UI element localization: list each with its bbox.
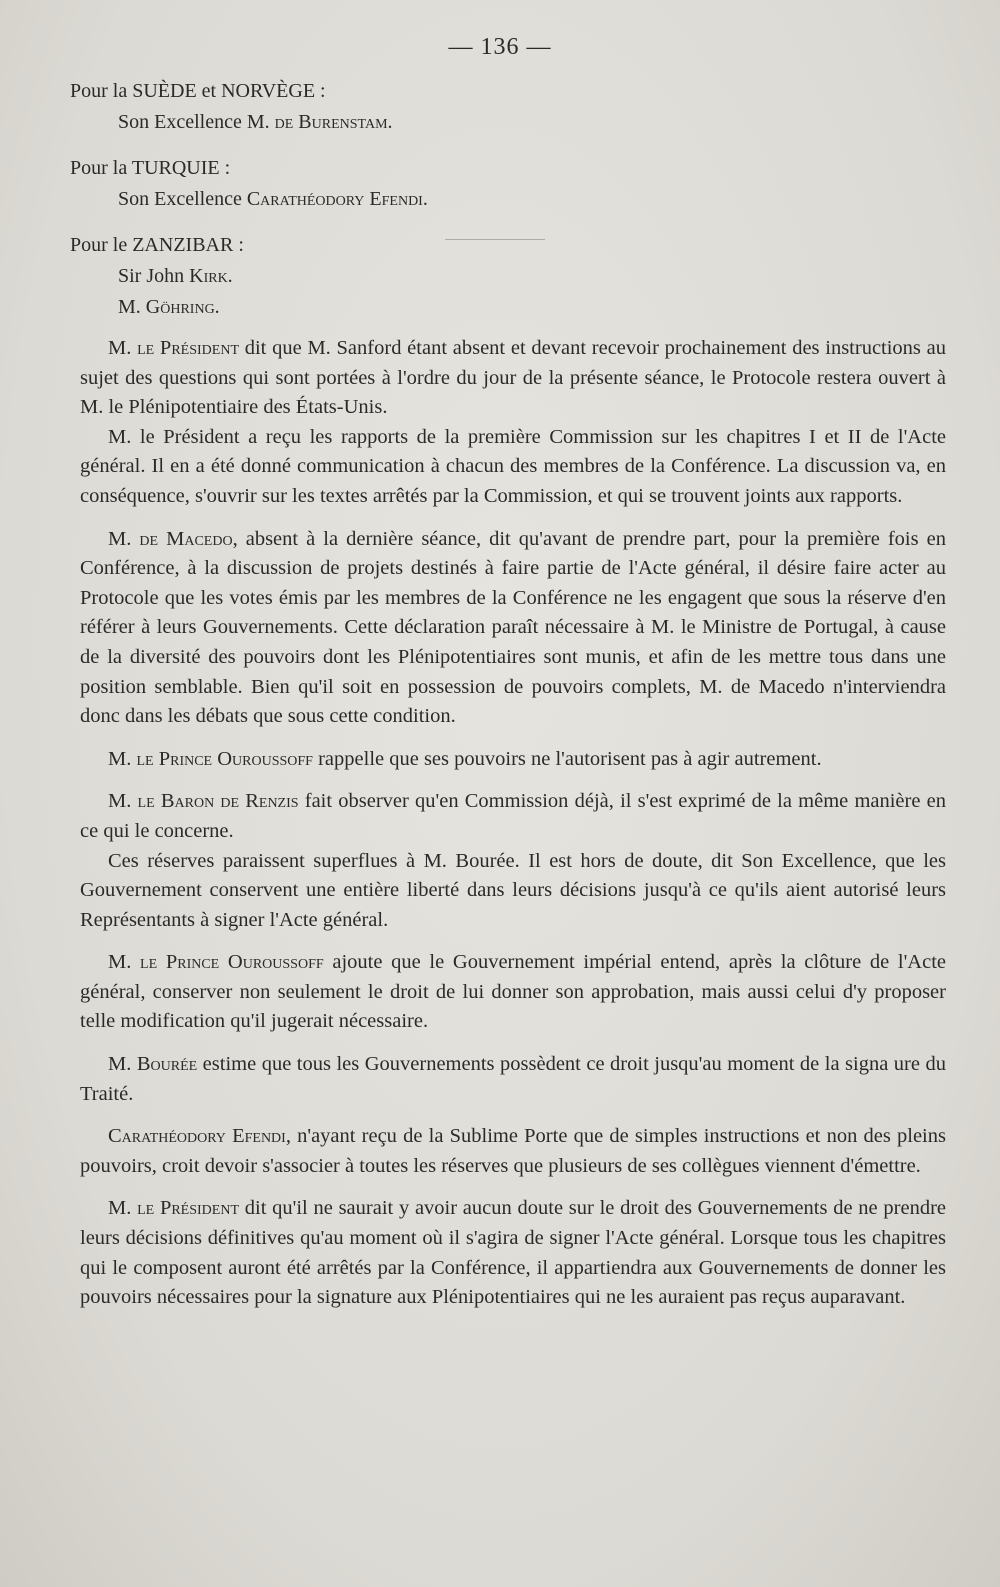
paragraph-text: M. le Président a reçu les rapports de la première Commission sur les chapitres I et II de l'Acte général. Il en a été donné communication à chacun des membres de la Conférence. La discussion va, en conséquence, s'ouvrir sur les textes arrêtés par la Commission, et qui se trouvent joints aux rapports. [80, 425, 946, 507]
paragraph-text: Ces réserves paraissent superflues à M. Bourée. Il est hors de doute, dit Son Excellence, que les Gouvernement conservent une entière liberté dans leurs décisions jusqu'à ce qu'ils aient autorisé leurs Représentants à signer l'Acte général. [80, 849, 946, 931]
representative-prefix: M. [118, 296, 146, 318]
paragraph [80, 423, 946, 512]
representative-name: Göhring. [145, 296, 220, 318]
delegation-zanzibar [70, 230, 670, 323]
representative-name: Carathéodory Efendi. [246, 188, 428, 210]
paragraph-text: , absent à la dernière séance, dit qu'avant de prendre part, pour la première fois en Conférence, à la discussion de projets destinés à faire partie de l'Acte général, il désire faire acter au Protocole que les votes émis par les membres de la Conférence ne les engagent que sous la réserve d'en référer à leurs Gouvernements. Cette déclaration paraît nécessaire à M. le Ministre de Portugal, à cause de la diversité des pouvoirs dont les Plénipotentiaires sont munis, et afin de les mettre tous dans une position semblable. Bien qu'il soit en possession de pouvoirs complets, M. de Macedo n'interviendra donc dans les débats que sous cette condition. [80, 527, 946, 728]
paragraph-text: rappelle que ses pouvoirs ne l'autorisent pas à agir autrement. [312, 747, 822, 770]
paragraph-text: dit qu'il ne saurait y avoir aucun doute sur le droit des Gouvernements de ne prendre leurs décisions définitives qu'au moment où il s'agira de signer l'Acte général. Lorsque tous les chapitres qui le composent auront été arrêtés par la Conférence, il appartiendra aux Gouvernements de donner les pouvoirs nécessaires pour la signature aux Plénipotentiaires qui ne les auraient pas reçus auparavant. [80, 1197, 946, 1309]
representative [118, 292, 670, 323]
paragraph [80, 847, 946, 936]
delegation-turkey [70, 153, 670, 215]
paragraph [80, 334, 946, 423]
country-label: Pour la TURQUIE : [70, 157, 231, 179]
representative-prefix: Son Excellence [118, 188, 247, 210]
speaker-name: M. Bourée [108, 1053, 198, 1076]
paragraph [80, 1122, 946, 1181]
speaker-name: M. le Prince Ouroussoff [108, 747, 313, 770]
delegation-sweden-norway [70, 76, 670, 138]
paragraph-text: dit que M. Sanford étant absent et devant recevoir prochainement des instructions au sujet des questions qui sont portées à l'ordre du jour de la présente séance, le Protocole restera ouvert à M. le Plénipotentiaire des États-Unis. [80, 337, 946, 419]
paragraph [80, 1194, 946, 1312]
speaker-name: M. le Président [108, 1197, 240, 1220]
paragraph-text: , n'ayant reçu de la Sublime Porte que de simples instructions et non des pleins pouvoirs, croit devoir s'associer à toutes les réserves que plusieurs de ses collègues viennent d'émettre. [80, 1125, 946, 1177]
speaker-name: M. le Président [108, 337, 239, 359]
country-label: Pour le ZANZIBAR : [70, 234, 244, 256]
paragraph [80, 787, 946, 846]
paragraph-text: fait observer qu'en Commission déjà, il s'est exprimé de la même manière en ce qui le concerne. [80, 790, 946, 842]
representative-name: Kirk. [189, 265, 233, 287]
speaker-name: Carathéodory Efendi [108, 1125, 286, 1148]
representative [118, 261, 670, 292]
representative [118, 107, 670, 138]
paragraph-text: ajoute que le Gouvernement impérial entend, après la clôture de l'Acte général, conserver non seulement le droit de lui donner son approbation, mais aussi celui d'y proposer telle modification qu'il jugerait nécessaire. [80, 951, 946, 1033]
page-number: — 136 — [448, 34, 552, 60]
representative-prefix: Son Excellence M. [118, 111, 275, 133]
paragraph [80, 745, 946, 775]
horizontal-rule [445, 239, 545, 240]
delegation-list [70, 76, 670, 338]
representative [118, 184, 670, 215]
representative-prefix: Sir John [118, 265, 190, 287]
representative-name: de Burenstam. [274, 111, 393, 133]
paragraph [80, 1050, 946, 1109]
paragraph [80, 525, 946, 732]
paragraph [80, 948, 946, 1037]
speaker-name: M. le Baron de Renzis [108, 790, 299, 813]
speaker-name: M. de Macedo [108, 527, 233, 550]
speaker-name: M. le Prince Ouroussoff [108, 951, 324, 974]
country-label: Pour la SUÈDE et NORVÈGE : [70, 80, 326, 102]
paragraph-text: estime que tous les Gouvernements possèdent ce droit jusqu'au moment de la signa ure du Traité. [80, 1053, 946, 1105]
minutes-body [80, 334, 946, 1313]
